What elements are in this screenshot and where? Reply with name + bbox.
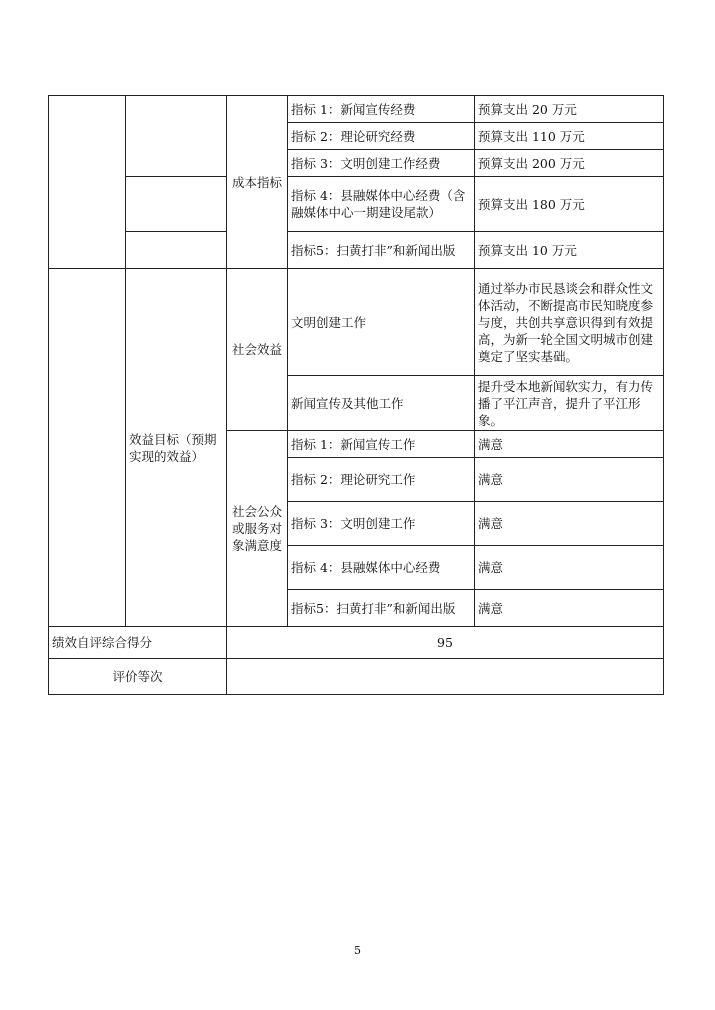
empty-cell: [49, 96, 126, 269]
empty-cell: [126, 232, 227, 269]
table-row: [49, 177, 664, 232]
score-value: 95: [227, 627, 664, 659]
social-indicator-1: 文明创建工作: [288, 269, 475, 376]
satisfaction-value-2: 满意: [475, 458, 664, 502]
table-row: [49, 232, 664, 269]
cost-indicator-1: 指标 1：新闻宣传经费: [288, 96, 475, 123]
satisfaction-value-1: 满意: [475, 431, 664, 458]
table-row: [49, 659, 664, 695]
performance-table: [48, 95, 664, 695]
cost-value-1: 预算支出 20 万元: [475, 96, 664, 123]
cost-category-cell: 成本指标: [227, 96, 288, 269]
social-value-1: 通过举办市民恳谈会和群众性文体活动，不断提高市民知晓度参与度，共创共享意识得到有效提高，为新一轮全国文明城市创建奠定了坚实基础。: [475, 269, 664, 376]
empty-cell: [126, 96, 227, 177]
table-row: [49, 269, 664, 376]
social-benefit-category: 社会效益: [227, 269, 288, 431]
satisfaction-indicator-1: 指标 1：新闻宣传工作: [288, 431, 475, 458]
satisfaction-value-3: 满意: [475, 502, 664, 546]
table-row: [49, 627, 664, 659]
satisfaction-indicator-3: 指标 3：文明创建工作: [288, 502, 475, 546]
cost-indicator-5: 指标5：扫黄打非”和新闻出版: [288, 232, 475, 269]
cost-value-4: 预算支出 180 万元: [475, 177, 664, 232]
grade-value: [227, 659, 664, 695]
grade-label: 评价等次: [49, 659, 227, 695]
cost-value-2: 预算支出 110 万元: [475, 123, 664, 150]
empty-cell: [126, 177, 227, 232]
satisfaction-indicator-5: 指标5：扫黄打非”和新闻出版: [288, 590, 475, 627]
cost-value-3: 预算支出 200 万元: [475, 150, 664, 177]
cost-indicator-4: 指标 4：县融媒体中心经费（含融媒体中心一期建设尾款）: [288, 177, 475, 232]
score-label: 绩效自评综合得分: [49, 627, 227, 659]
satisfaction-category: 社会公众或服务对象满意度: [227, 431, 288, 627]
page-number: 5: [354, 944, 361, 957]
cost-indicator-2: 指标 2：理论研究经费: [288, 123, 475, 150]
satisfaction-value-5: 满意: [475, 590, 664, 627]
social-value-2: 提升受本地新闻软实力，有力传播了平江声音，提升了平江形象。: [475, 376, 664, 431]
social-indicator-2: 新闻宣传及其他工作: [288, 376, 475, 431]
satisfaction-indicator-4: 指标 4：县融媒体中心经费: [288, 546, 475, 590]
cost-value-5: 预算支出 10 万元: [475, 232, 664, 269]
table-row: [49, 96, 664, 123]
cost-indicator-3: 指标 3：文明创建工作经费: [288, 150, 475, 177]
empty-cell: [49, 269, 126, 627]
satisfaction-value-4: 满意: [475, 546, 664, 590]
satisfaction-indicator-2: 指标 2：理论研究工作: [288, 458, 475, 502]
benefit-target-cell: 效益目标（预期实现的效益）: [126, 269, 227, 627]
